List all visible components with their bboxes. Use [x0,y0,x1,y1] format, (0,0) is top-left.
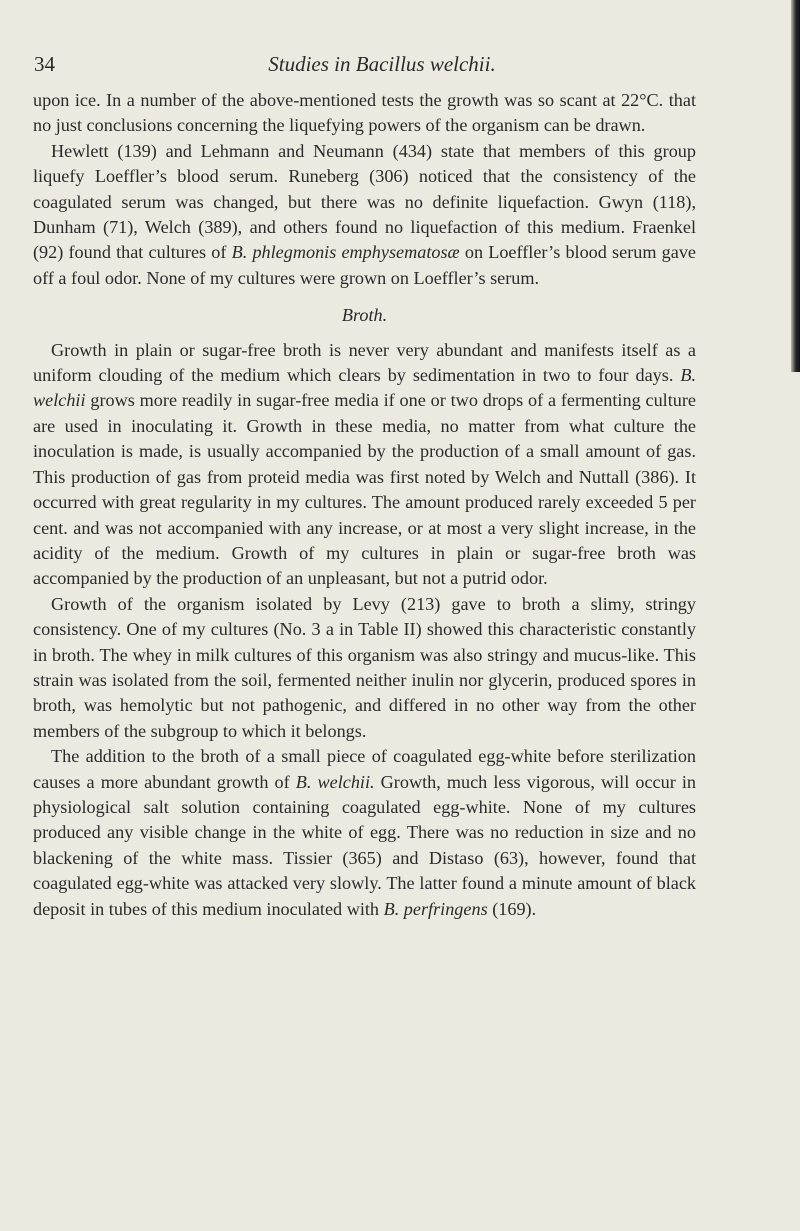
page-number: 34 [34,52,55,76]
section-title: Broth. [341,305,388,326]
species-name: B. perfringens [383,898,488,919]
paragraph-5: The addition to the broth of a small piece of coagulated egg-white before sterilization causes a more abundant growth of B. welchii. Growth, much less vigorous, will occur in physiological salt solution containing coagulated egg-white. None of my cultures produced any visible change in the white of egg. There was no reduction in size and no blackening of the white mass. Tissier (365) and Distaso (63), however, found that coagulated egg-white was attacked very slowly. The latter found a minute amount of black deposit in tubes of this medium inoculated with B. perfringens (169). [33,746,696,919]
species-name: B. welchii. [295,771,375,792]
paragraph-2: Hewlett (139) and Lehmann and Neumann (434) state that members of this group liquefy Loeffler’s blood serum. Runeberg (306) noticed that the consistency of the coagulated serum was changed, but there was no definite liquefaction. Gwyn (118), Dunham (71), Welch (389), and others found no liquefaction of this medium. Fraenkel (92) found that cultures of B. phlegmonis emphysematosæ on Loeffler’s blood serum gave off a foul odor. None of my cultures were grown on Loeffler’s serum. [33,140,697,288]
body-text [33,88,696,922]
book-page [34,52,730,84]
running-title: Studies in Bacillus welchii. [268,52,496,76]
paragraph-3: Growth in plain or sugar-free broth is never very abundant and manifests itself as a uniform clouding of the medium which clears by sedimentation in two to four days. B. welchii grows more readily in sugar-free media if one or two drops of a fermenting culture are used in inoculating it. Growth in these media, no matter from what culture the inoculation is made, is usually accompanied by the production of a small amount of gas. This production of gas from proteid media was first noted by Welch and Nuttall (386). It occurred with great regularity in my cultures. The amount produced rarely exceeded 5 per cent. and was not accompanied with any increase, or at most a very slight increase, in the acidity of the medium. Growth of my cultures in plain or sugar-free broth was accompanied by the production of an unpleasant, but not a putrid odor. [33,339,696,589]
species-name: B. welchii [33,365,696,411]
paragraph-4: Growth of the organism isolated by Levy (213) gave to broth a slimy, stringy consistency. One of my cultures (No. 3 a in Table II) showed this characteristic constantly in broth. The whey in milk cultures of this organism was also stringy and mucus-like. This strain was isolated from the soil, fermented neither inulin nor glycerin, produced spores in broth, was hemolytic but not pathogenic, and differed in no other way from the other members of the subgroup to which it belongs. [33,593,696,741]
page-edge-shadow [791,0,800,372]
paragraph-1: upon ice. In a number of the above-mentioned tests the growth was so scant at 22°C. that no just conclusions concerning the liquefying powers of the organism can be drawn. [33,90,696,136]
running-head [34,52,730,84]
species-name: B. phlegmonis emphysematosæ [231,242,460,263]
